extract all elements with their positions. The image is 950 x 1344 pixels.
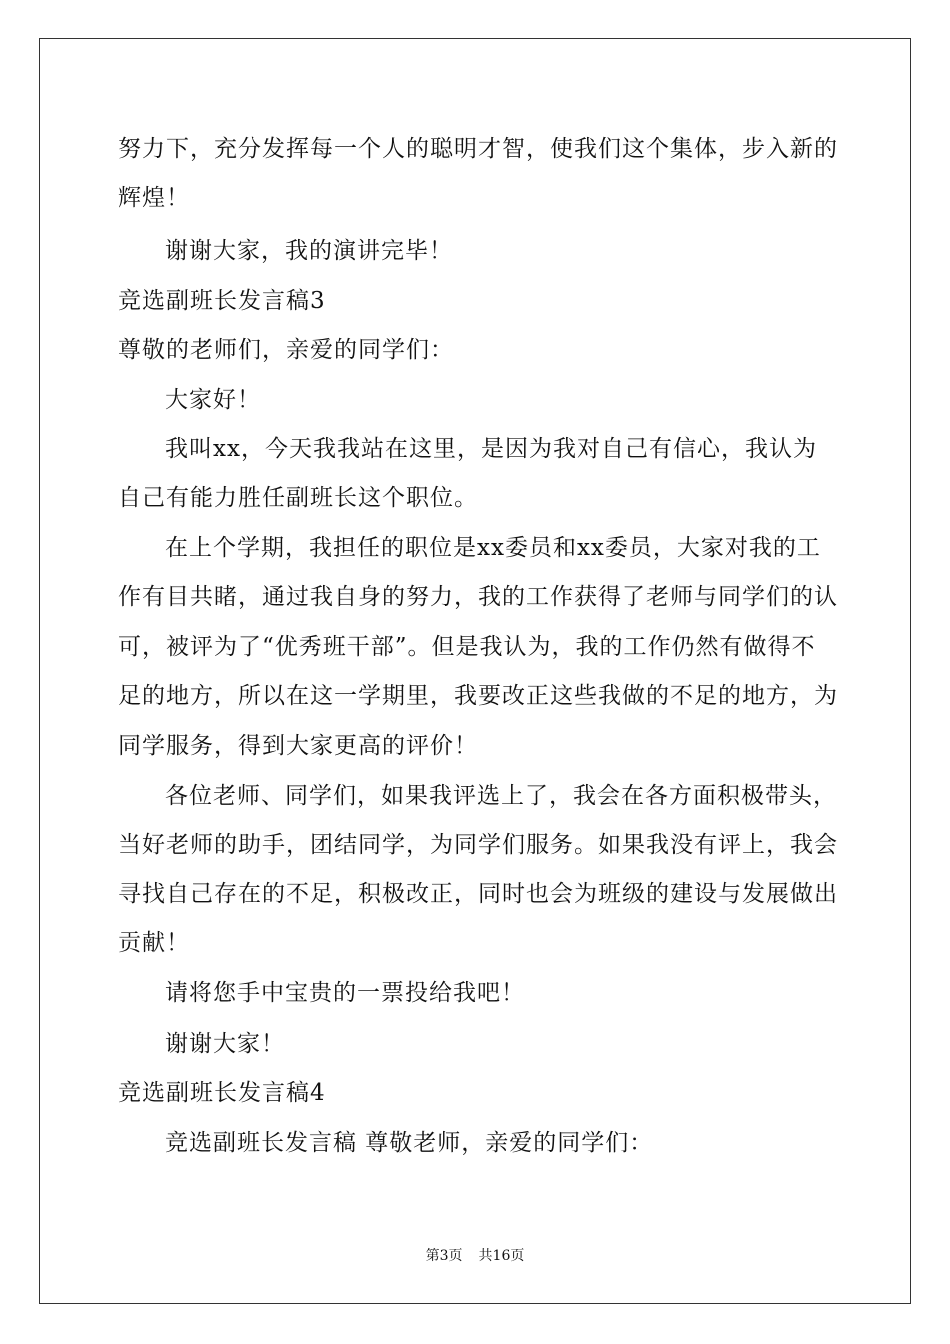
page-number-current: 第3页 <box>425 1248 463 1264</box>
paragraph-line: 各位老师、同学们，如果我评选上了，我会在各方面积极带头， <box>165 783 837 809</box>
paragraph-line: 贡献！ <box>118 930 190 956</box>
paragraph-line: 作有目共睹，通过我自身的努力，我的工作获得了老师与同学们的认 <box>118 584 838 610</box>
paragraph-line: 谢谢大家，我的演讲完毕！ <box>165 238 453 264</box>
page-number-total: 共16页 <box>478 1248 525 1264</box>
paragraph-line: 当好老师的助手，团结同学，为同学们服务。如果我没有评上，我会 <box>118 832 838 858</box>
closing-line: 谢谢大家！ <box>165 1031 285 1057</box>
paragraph-line: 我叫xx，今天我我站在这里，是因为我对自己有信心，我认为 <box>165 436 817 462</box>
section-heading: 竞选副班长发言稿4 <box>118 1080 326 1106</box>
paragraph-line: 竞选副班长发言稿 尊敬老师，亲爱的同学们： <box>165 1130 654 1156</box>
greeting: 大家好！ <box>165 387 261 413</box>
paragraph-line: 辉煌！ <box>118 185 190 211</box>
paragraph-line: 可，被评为了“优秀班干部”。但是我认为，我的工作仍然有做得不 <box>118 634 816 660</box>
paragraph-line: 同学服务，得到大家更高的评价！ <box>118 733 478 759</box>
page-footer <box>0 1247 950 1265</box>
paragraph-line: 努力下，充分发挥每一个人的聪明才智，使我们这个集体，步入新的 <box>118 136 838 162</box>
paragraph-line: 在上个学期，我担任的职位是xx委员和xx委员，大家对我的工 <box>165 535 821 561</box>
paragraph-line: 请将您手中宝贵的一票投给我吧！ <box>165 980 525 1006</box>
paragraph-line: 自己有能力胜任副班长这个职位。 <box>118 485 478 511</box>
paragraph-line: 足的地方，所以在这一学期里，我要改正这些我做的不足的地方，为 <box>118 683 838 709</box>
paragraph-line: 寻找自己存在的不足，积极改正，同时也会为班级的建设与发展做出 <box>118 881 838 907</box>
page-frame <box>39 38 911 1304</box>
salutation: 尊敬的老师们，亲爱的同学们： <box>118 337 454 363</box>
section-heading: 竞选副班长发言稿3 <box>118 288 326 314</box>
